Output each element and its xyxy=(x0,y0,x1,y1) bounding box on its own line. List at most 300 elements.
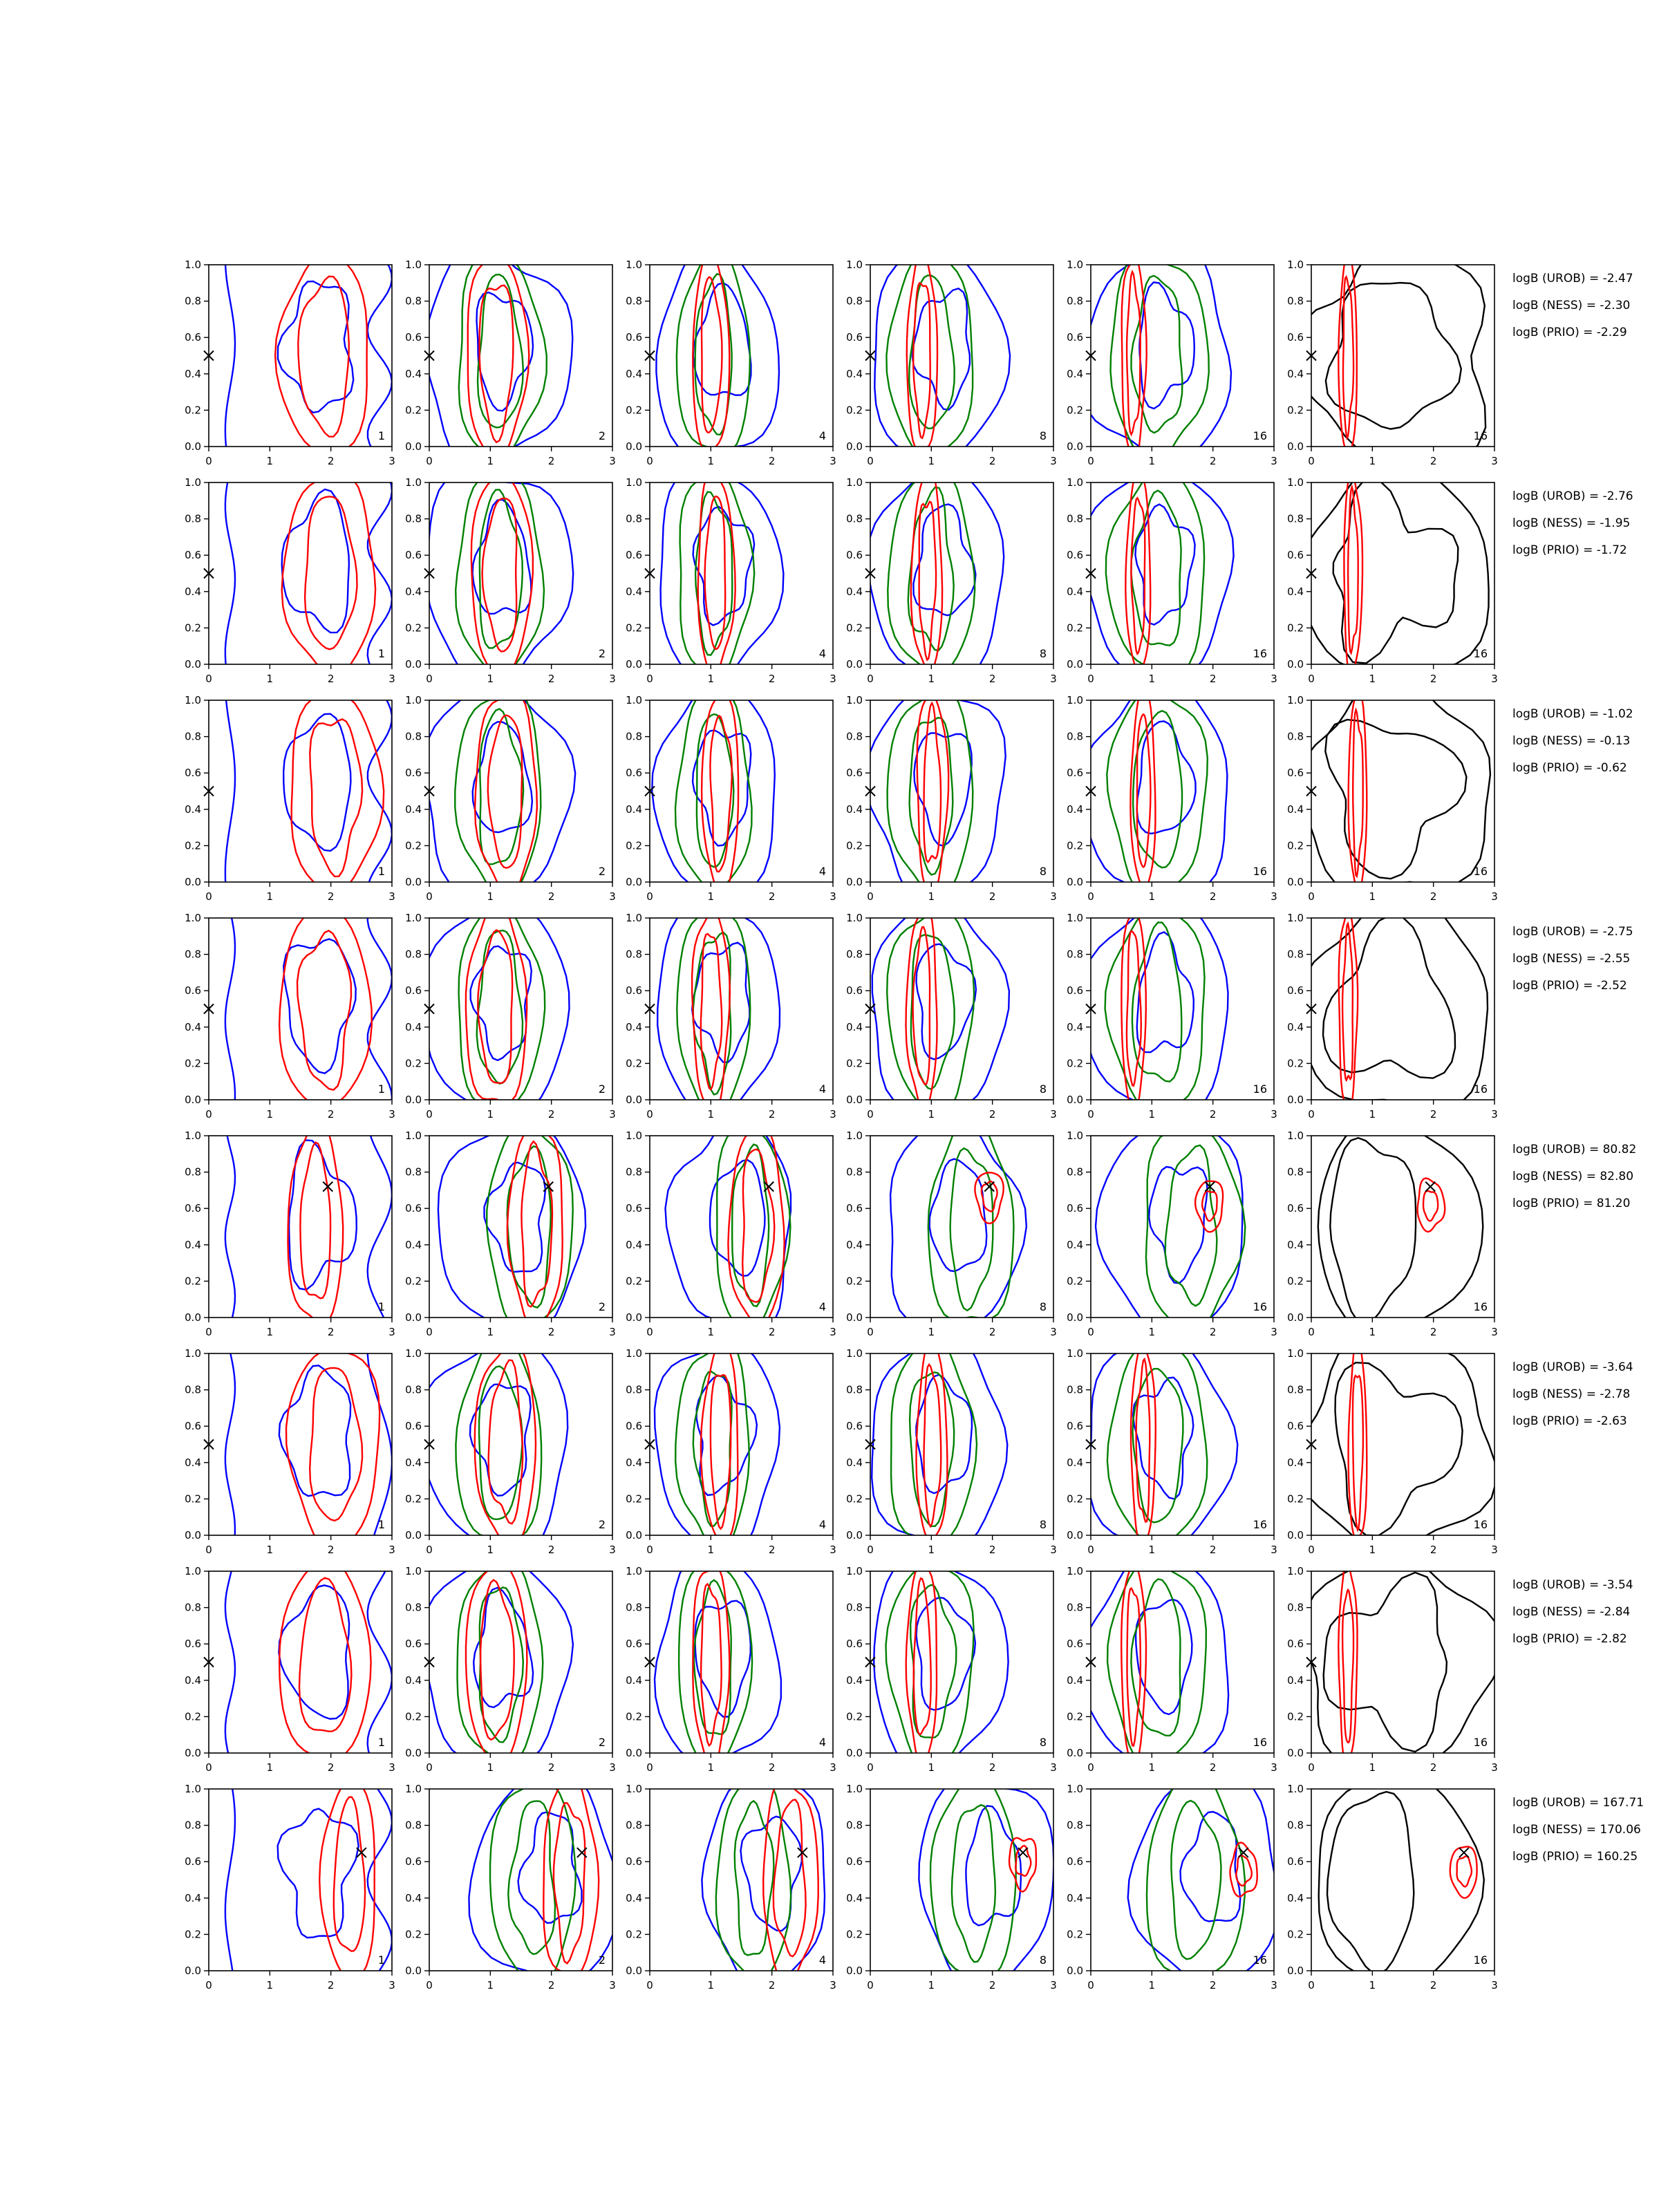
x-tick-label: 1 xyxy=(266,1544,274,1556)
y-tick-label: 0.8 xyxy=(1287,1819,1304,1832)
x-tick-label: 2 xyxy=(768,1108,776,1121)
posterior-contour xyxy=(1325,720,1466,879)
x-tick-label: 2 xyxy=(327,1979,335,1991)
uniform-contour xyxy=(368,1350,392,1539)
x-tick-label: 3 xyxy=(388,1761,395,1774)
y-tick-label: 0.4 xyxy=(1287,367,1304,380)
prior-contour xyxy=(917,695,949,894)
y-tick-label: 0.6 xyxy=(185,1202,201,1215)
y-tick-label: 1.0 xyxy=(1287,476,1304,489)
y-tick-label: 0.4 xyxy=(1287,1020,1304,1033)
uniform-contour xyxy=(1137,721,1196,834)
y-tick-label: 0.4 xyxy=(405,1020,422,1033)
x-tick-label: 3 xyxy=(1050,890,1057,903)
panel xyxy=(1287,1118,1498,1338)
x-tick-label: 3 xyxy=(609,1544,616,1556)
panel xyxy=(405,1771,619,1991)
panel xyxy=(405,1120,616,1338)
plot-area xyxy=(1305,900,1488,1111)
plot-area xyxy=(438,1120,585,1336)
y-tick-label: 0.4 xyxy=(185,1020,201,1033)
y-tick-label: 0.2 xyxy=(185,1928,201,1941)
prior-contour xyxy=(702,277,722,433)
y-tick-label: 0.2 xyxy=(846,404,863,417)
plot-area xyxy=(655,1553,781,1770)
x-tick-label: 1 xyxy=(487,455,494,467)
y-tick-label: 0.0 xyxy=(1067,1311,1083,1324)
plot-area xyxy=(874,249,1010,460)
plot-area xyxy=(225,908,392,1107)
uniform-contour xyxy=(917,1597,975,1710)
panel-label: 16 xyxy=(1253,865,1267,878)
y-tick-label: 0.6 xyxy=(1287,331,1304,344)
y-tick-label: 1.0 xyxy=(1287,259,1304,271)
y-tick-label: 1.0 xyxy=(1287,912,1304,924)
y-tick-label: 1.0 xyxy=(185,476,201,489)
y-tick-label: 0.4 xyxy=(1067,803,1083,816)
x-tick-label: 1 xyxy=(1369,1761,1376,1774)
x-tick-label: 1 xyxy=(1148,455,1156,467)
plot-area xyxy=(890,1118,1027,1327)
x-tick-label: 1 xyxy=(1148,1761,1156,1774)
x-tick-label: 3 xyxy=(830,1761,836,1774)
y-tick-label: 1.0 xyxy=(1287,1783,1304,1795)
uniform-contour xyxy=(283,714,350,851)
y-tick-label: 0.4 xyxy=(1287,1674,1304,1687)
uniform-contour xyxy=(1089,1338,1238,1548)
x-tick-label: 3 xyxy=(1271,455,1277,467)
prior-contour xyxy=(914,1578,931,1734)
panel-label: 4 xyxy=(818,1082,826,1096)
ness-contour xyxy=(679,1564,752,1769)
y-tick-label: 0.0 xyxy=(846,658,863,671)
panel xyxy=(626,1341,836,1556)
uniform-contour xyxy=(423,901,569,1116)
y-tick-label: 0.2 xyxy=(1067,404,1083,417)
x-tick-label: 2 xyxy=(547,1979,555,1991)
y-tick-label: 1.0 xyxy=(846,912,863,924)
y-tick-label: 0.6 xyxy=(1067,331,1083,344)
y-tick-label: 0.4 xyxy=(846,1020,863,1033)
x-tick-label: 0 xyxy=(1308,1979,1315,1991)
y-tick-label: 0.0 xyxy=(846,1747,863,1759)
panel xyxy=(185,253,395,467)
x-tick-label: 1 xyxy=(928,890,935,903)
x-tick-label: 2 xyxy=(547,455,555,467)
panel-label: 8 xyxy=(1039,865,1047,878)
panel-label: 8 xyxy=(1039,1953,1047,1967)
x-tick-label: 2 xyxy=(988,1108,996,1121)
x-tick-label: 0 xyxy=(426,890,433,903)
y-tick-label: 0.8 xyxy=(185,512,201,525)
x-tick-label: 1 xyxy=(487,673,494,685)
x-tick-label: 1 xyxy=(1148,673,1156,685)
x-tick-label: 1 xyxy=(487,1761,494,1774)
logb-annotation: logB (UROB) = -2.76 xyxy=(1512,489,1633,503)
posterior-contour xyxy=(1335,1362,1463,1535)
y-tick-label: 0.4 xyxy=(405,367,422,380)
x-tick-label: 1 xyxy=(1369,890,1376,903)
x-tick-label: 1 xyxy=(1369,1544,1376,1556)
plot-area xyxy=(423,1335,568,1554)
y-tick-label: 1.0 xyxy=(626,259,642,271)
uniform-contour xyxy=(741,1817,802,1931)
y-tick-label: 0.4 xyxy=(1287,1891,1304,1904)
y-tick-label: 1.0 xyxy=(185,1783,201,1795)
panel xyxy=(626,1774,836,1991)
ness-contour xyxy=(680,472,755,676)
y-tick-label: 0.6 xyxy=(626,1638,642,1651)
x-tick-label: 0 xyxy=(1087,1108,1094,1121)
y-tick-label: 1.0 xyxy=(1287,1130,1304,1142)
x-tick-label: 1 xyxy=(1369,1108,1376,1121)
y-tick-label: 0.6 xyxy=(1067,549,1083,562)
plot-area xyxy=(865,688,1006,901)
plot-area xyxy=(702,1774,825,1989)
y-tick-label: 0.0 xyxy=(846,1965,863,1977)
y-tick-label: 0.8 xyxy=(846,294,863,308)
plot-area xyxy=(872,1335,1007,1549)
y-tick-label: 1.0 xyxy=(626,1783,642,1795)
ness-contour xyxy=(888,688,973,899)
prior-contour xyxy=(310,720,362,877)
panel-label: 1 xyxy=(377,1082,385,1096)
logb-annotation: logB (NESS) = -0.13 xyxy=(1512,734,1631,748)
logb-annotation: logB (NESS) = -2.84 xyxy=(1512,1605,1631,1619)
ness-contour xyxy=(456,473,544,677)
ness-contour xyxy=(1105,907,1205,1111)
uniform-contour xyxy=(914,733,971,845)
plot-area xyxy=(225,1119,392,1324)
y-tick-label: 1.0 xyxy=(846,1783,863,1795)
plot-area xyxy=(868,465,1004,678)
y-tick-label: 0.8 xyxy=(1067,730,1083,743)
y-tick-label: 0.4 xyxy=(185,585,201,598)
y-tick-label: 0.0 xyxy=(185,1965,201,1977)
prior-contour xyxy=(298,276,349,437)
panel-label: 1 xyxy=(377,1953,385,1967)
logb-annotation: logB (UROB) = -3.64 xyxy=(1512,1360,1633,1374)
uniform-contour xyxy=(1085,1553,1228,1761)
logb-annotation: logB (PRIO) = -2.63 xyxy=(1512,1414,1627,1428)
x-tick-label: 2 xyxy=(1209,1979,1217,1991)
y-tick-label: 0.8 xyxy=(846,1383,863,1396)
x-tick-label: 2 xyxy=(1430,1108,1437,1121)
y-tick-label: 0.2 xyxy=(185,404,201,417)
x-tick-label: 2 xyxy=(1430,1544,1437,1556)
plot-area xyxy=(1089,1338,1238,1548)
axes-frame xyxy=(1311,1789,1494,1971)
axes-frame xyxy=(1091,1571,1274,1753)
uniform-contour xyxy=(225,697,235,886)
panel-label: 16 xyxy=(1253,1518,1267,1531)
y-tick-label: 0.8 xyxy=(626,1601,642,1614)
y-tick-label: 0.4 xyxy=(405,585,422,598)
ness-contour xyxy=(928,1118,1014,1320)
y-tick-label: 0.2 xyxy=(626,1928,642,1941)
x-tick-label: 2 xyxy=(1430,673,1437,685)
y-tick-label: 0.0 xyxy=(1287,1094,1304,1106)
x-tick-label: 3 xyxy=(388,890,395,903)
y-tick-label: 0.0 xyxy=(185,1311,201,1324)
y-tick-label: 0.2 xyxy=(405,1275,422,1288)
y-tick-label: 0.8 xyxy=(405,1165,422,1179)
x-tick-label: 2 xyxy=(768,1761,776,1774)
x-tick-label: 3 xyxy=(830,1326,836,1338)
y-tick-label: 0.6 xyxy=(185,1420,201,1433)
ness-contour xyxy=(479,1366,522,1519)
x-tick-label: 3 xyxy=(830,1544,836,1556)
logb-annotation: logB (NESS) = -2.55 xyxy=(1512,952,1631,966)
y-tick-label: 0.4 xyxy=(185,803,201,816)
y-tick-label: 0.0 xyxy=(626,876,642,888)
y-tick-label: 1.0 xyxy=(405,694,422,706)
x-tick-label: 2 xyxy=(1209,1761,1217,1774)
ness-contour xyxy=(693,932,731,1095)
prior-contour xyxy=(1127,272,1141,434)
x-tick-label: 2 xyxy=(768,1544,776,1556)
x-tick-label: 0 xyxy=(1087,1761,1094,1774)
y-tick-label: 0.8 xyxy=(1067,512,1083,525)
y-tick-label: 0.0 xyxy=(405,440,422,453)
y-tick-label: 0.2 xyxy=(1287,1492,1304,1506)
panel xyxy=(405,900,616,1121)
x-tick-label: 2 xyxy=(768,1326,776,1338)
prior-contour xyxy=(1353,1376,1363,1530)
x-tick-label: 1 xyxy=(1369,1979,1376,1991)
x-tick-label: 1 xyxy=(1369,1326,1376,1338)
y-tick-label: 0.4 xyxy=(846,585,863,598)
axes-frame xyxy=(1091,918,1274,1100)
panel-label: 4 xyxy=(818,1953,826,1967)
panel-label: 1 xyxy=(377,1300,385,1313)
y-tick-label: 0.2 xyxy=(626,1057,642,1070)
y-tick-label: 0.4 xyxy=(1067,1891,1083,1904)
prior-contour xyxy=(1348,487,1358,653)
x-tick-label: 2 xyxy=(547,1326,555,1338)
y-tick-label: 1.0 xyxy=(405,912,422,924)
x-tick-label: 1 xyxy=(266,1326,274,1338)
x-tick-label: 0 xyxy=(426,1108,433,1121)
uniform-contour xyxy=(656,247,779,457)
y-tick-label: 0.4 xyxy=(405,1456,422,1469)
x-tick-label: 0 xyxy=(1087,1326,1094,1338)
y-tick-label: 0.6 xyxy=(626,549,642,562)
prior-contour xyxy=(1015,1846,1031,1876)
y-tick-label: 0.6 xyxy=(185,1855,201,1868)
x-tick-label: 1 xyxy=(707,455,715,467)
y-tick-label: 1.0 xyxy=(185,259,201,271)
y-tick-label: 0.8 xyxy=(626,1165,642,1179)
panel-label: 16 xyxy=(1473,1518,1488,1531)
y-tick-label: 1.0 xyxy=(626,694,642,706)
y-tick-label: 0.8 xyxy=(846,1165,863,1179)
logb-annotation: logB (PRIO) = -2.29 xyxy=(1512,326,1627,339)
y-tick-label: 1.0 xyxy=(626,1347,642,1360)
logb-annotation: logB (NESS) = 82.80 xyxy=(1512,1170,1634,1183)
y-tick-label: 0.4 xyxy=(626,1674,642,1687)
x-tick-label: 3 xyxy=(1271,1544,1277,1556)
uniform-contour xyxy=(1149,1167,1207,1283)
x-tick-label: 0 xyxy=(867,1108,874,1121)
panel-label: 16 xyxy=(1253,429,1267,442)
panel-label: 4 xyxy=(818,1518,826,1531)
x-tick-label: 2 xyxy=(327,1326,335,1338)
x-tick-label: 2 xyxy=(1430,1979,1437,1991)
uniform-contour xyxy=(368,479,392,668)
y-tick-label: 0.0 xyxy=(846,1094,863,1106)
truth-marker xyxy=(1459,1848,1469,1857)
y-tick-label: 0.6 xyxy=(1067,1638,1083,1651)
y-tick-label: 0.2 xyxy=(405,404,422,417)
panel xyxy=(846,1118,1057,1338)
x-tick-label: 3 xyxy=(1050,1326,1057,1338)
y-tick-label: 0.2 xyxy=(185,1057,201,1070)
y-tick-label: 0.6 xyxy=(626,1202,642,1215)
y-tick-label: 0.6 xyxy=(405,1855,422,1868)
x-tick-label: 1 xyxy=(1148,1108,1156,1121)
y-tick-label: 0.0 xyxy=(1067,440,1083,453)
y-tick-label: 0.8 xyxy=(185,1383,201,1396)
x-tick-label: 2 xyxy=(1430,1761,1437,1774)
x-tick-label: 1 xyxy=(266,673,274,685)
x-tick-label: 3 xyxy=(1491,1108,1498,1121)
axes-frame xyxy=(870,1571,1053,1753)
y-tick-label: 0.8 xyxy=(405,512,422,525)
prior-contour xyxy=(334,1797,365,1951)
x-tick-label: 3 xyxy=(1050,673,1057,685)
y-tick-label: 0.4 xyxy=(1287,803,1304,816)
axes-frame xyxy=(429,265,612,447)
x-tick-label: 0 xyxy=(646,1326,653,1338)
axes-frame xyxy=(1091,482,1274,664)
y-tick-label: 0.6 xyxy=(405,767,422,780)
axes-frame xyxy=(650,1571,833,1753)
y-tick-label: 1.0 xyxy=(846,259,863,271)
x-tick-label: 2 xyxy=(1209,673,1217,685)
y-tick-label: 0.0 xyxy=(405,658,422,671)
y-tick-label: 1.0 xyxy=(185,912,201,924)
prior-contour xyxy=(480,1580,514,1740)
x-tick-label: 2 xyxy=(1209,1544,1217,1556)
y-tick-label: 0.2 xyxy=(626,621,642,635)
x-tick-label: 3 xyxy=(609,1108,616,1121)
uniform-contour xyxy=(425,247,572,465)
y-tick-label: 0.0 xyxy=(1287,1529,1304,1541)
panel xyxy=(1067,247,1277,467)
logb-annotation: logB (PRIO) = 81.20 xyxy=(1512,1197,1631,1210)
y-tick-label: 0.0 xyxy=(1067,876,1083,888)
y-tick-label: 1.0 xyxy=(846,694,863,706)
plot-area xyxy=(1319,1775,1484,1986)
prior-contour xyxy=(507,1132,563,1333)
ness-contour xyxy=(487,1123,573,1332)
y-tick-label: 0.0 xyxy=(1067,1529,1083,1541)
uniform-contour xyxy=(423,1338,568,1554)
y-tick-label: 0.6 xyxy=(1067,767,1083,780)
y-tick-label: 0.2 xyxy=(1067,1057,1083,1070)
plot-area xyxy=(1085,247,1231,465)
x-tick-label: 0 xyxy=(867,673,874,685)
x-tick-label: 3 xyxy=(1491,890,1498,903)
logb-annotation: logB (NESS) = -2.30 xyxy=(1512,299,1631,312)
x-tick-label: 0 xyxy=(867,1326,874,1338)
y-tick-label: 0.8 xyxy=(1287,512,1304,525)
x-tick-label: 1 xyxy=(1148,890,1156,903)
x-tick-label: 0 xyxy=(1308,455,1315,467)
y-tick-label: 0.8 xyxy=(405,730,422,743)
uniform-contour xyxy=(282,489,349,632)
panel-label: 16 xyxy=(1473,1300,1488,1313)
y-tick-label: 0.8 xyxy=(846,730,863,743)
y-tick-label: 0.2 xyxy=(846,1275,863,1288)
panel xyxy=(626,906,836,1121)
x-tick-label: 3 xyxy=(609,1979,616,1991)
x-tick-label: 3 xyxy=(830,1979,836,1991)
uniform-contour xyxy=(368,697,392,886)
y-tick-label: 1.0 xyxy=(1067,1783,1083,1795)
x-tick-label: 0 xyxy=(426,1326,433,1338)
x-tick-label: 0 xyxy=(426,673,433,685)
panel-label: 4 xyxy=(818,647,826,660)
x-tick-label: 2 xyxy=(768,673,776,685)
x-tick-label: 2 xyxy=(547,673,555,685)
x-tick-label: 3 xyxy=(1491,1979,1498,1991)
panel-label: 8 xyxy=(1039,1518,1047,1531)
uniform-contour xyxy=(1139,282,1194,409)
y-tick-label: 0.6 xyxy=(405,1638,422,1651)
y-tick-label: 1.0 xyxy=(185,1347,201,1360)
panel xyxy=(1287,900,1498,1121)
y-tick-label: 0.6 xyxy=(846,331,863,344)
axes-frame xyxy=(429,1353,612,1535)
prior-contour xyxy=(297,930,351,1089)
y-tick-label: 0.4 xyxy=(1067,1456,1083,1469)
x-tick-label: 0 xyxy=(205,1979,212,1991)
x-tick-label: 2 xyxy=(988,673,996,685)
y-tick-label: 0.0 xyxy=(405,1965,422,1977)
x-tick-label: 1 xyxy=(707,1544,715,1556)
x-tick-label: 0 xyxy=(1308,1544,1315,1556)
plot-area xyxy=(1305,247,1485,458)
panel-label: 2 xyxy=(598,1082,606,1096)
x-tick-label: 0 xyxy=(1308,1326,1315,1338)
y-tick-label: 0.2 xyxy=(1067,839,1083,852)
y-tick-label: 0.8 xyxy=(846,1819,863,1832)
y-tick-label: 0.0 xyxy=(1067,1747,1083,1759)
y-tick-label: 0.0 xyxy=(846,440,863,453)
uniform-contour xyxy=(1133,1378,1193,1499)
y-tick-label: 0.6 xyxy=(405,1420,422,1433)
y-tick-label: 0.8 xyxy=(1287,948,1304,961)
plot-area xyxy=(666,1118,791,1334)
x-tick-label: 0 xyxy=(867,1761,874,1774)
uniform-contour xyxy=(912,288,970,410)
prior-contour xyxy=(288,1119,344,1324)
x-tick-label: 0 xyxy=(646,890,653,903)
uniform-contour xyxy=(913,505,975,616)
x-tick-label: 1 xyxy=(707,1761,715,1774)
y-tick-label: 0.6 xyxy=(1067,1420,1083,1433)
y-tick-label: 0.0 xyxy=(405,876,422,888)
y-tick-label: 0.2 xyxy=(405,1057,422,1070)
y-tick-label: 0.6 xyxy=(405,331,422,344)
y-tick-label: 0.2 xyxy=(846,621,863,635)
x-tick-label: 2 xyxy=(988,1544,996,1556)
x-tick-label: 0 xyxy=(205,890,212,903)
x-tick-label: 3 xyxy=(1271,890,1277,903)
x-tick-label: 1 xyxy=(266,1108,274,1121)
